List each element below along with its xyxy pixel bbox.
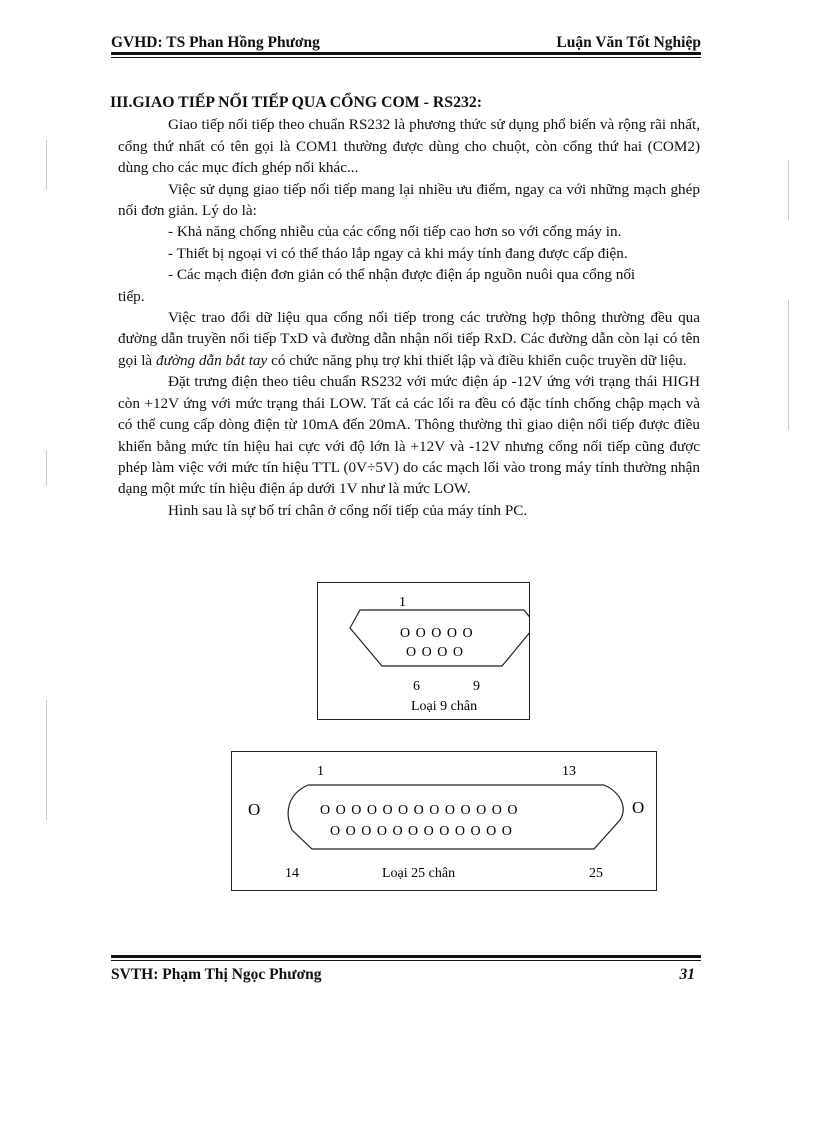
paragraph-1: Giao tiếp nối tiếp theo chuẩn RS232 là phương thức sử dụng phổ biến và rộng rãi nhất, cổng thứ nhất có tên gọi là COM1 thường được dùng cho chuột, còn cổng thứ hai (COM2) dùng cho các mục đích ghép nối khác... [118,116,700,177]
bullet-item: - Các mạch điện đơn giản có thể nhận được điện áp nguồn nuôi qua cổng nối [168,266,636,284]
section-title: III.GIAO TIẾP NỐI TIẾP QUA CỔNG COM - RS232: [110,94,483,111]
db25-pin-row-top: O O O O O O O O O O O O O [320,803,519,818]
db25-pin-row-bottom: O O O O O O O O O O O O [330,824,513,839]
scan-artifact-line [46,700,47,820]
thesis-label: Luận Văn Tốt Nghiệp [556,34,701,51]
bullet-continuation: tiếp. [118,287,145,305]
paragraph-5: Hình sau là sự bố trí chân ở cổng nối tiếp của máy tính PC. [168,501,528,519]
footer-rule-thick [111,955,701,958]
paragraph-2: Việc sử dụng giao tiếp nối tiếp mang lại nhiều ưu điểm, ngay ca với những mạch ghép nối đơn giản. Lý do là: [118,180,700,220]
bullet-item: - Khả năng chống nhiễu của các cổng nối tiếp cao hơn so với cổng máy in. [168,223,622,241]
section-body [110,92,700,521]
db25-caption: Loại 25 chân [382,866,456,881]
db9-pin-9-label: 9 [473,679,480,694]
advisor-label: GVHD: TS Phan Hồng Phương [111,34,320,51]
db9-connector-figure [317,582,530,720]
paragraph-3 [118,307,700,371]
db25-pin-13-label: 13 [562,764,576,779]
bullet-item: - Thiết bị ngoại vi có thể tháo lắp ngay cả khi máy tính đang được cấp điện. [168,244,628,262]
page-header [111,34,701,54]
student-label: SVTH: Phạm Thị Ngọc Phương [111,966,322,983]
db9-caption: Loại 9 chân [411,699,478,714]
paragraph-4: Đặt trưng điện theo tiêu chuẩn RS232 với mức điện áp -12V ứng với trạng thái HIGH còn +12V ứng với mức trạng thái LOW. Tất cả các lối ra đều có đặc tính chống chập mạch và có thể cung cấp dòng điện từ 10mA đến 20mA. Thông thường thì giao diện nối tiếp được điều khiển bằng mức tín hiệu hai cực với độ lớn là +12V và -12V nhưng cổng nối tiếp cũng được phép làm việc với mức tín hiệu TTL (0V÷5V) do các mạch lối vào trong máy tính thường nhận dạng một mức tín hiệu điện áp dưới 1V như là mức LOW. [118,373,700,498]
db25-screw-right-icon: O [632,798,645,817]
footer-rule-thin [111,960,701,961]
db25-screw-left-icon: O [248,800,261,819]
db25-connector-figure [231,751,657,891]
paragraph-3-end: có chức năng phụ trợ khi thiết lập và điều khiển cuộc truyền dữ liệu. [267,351,687,369]
paragraph-3-start: Việc trao đổi dữ liệu qua cổng nối tiếp trong các trường hợp thông thường đều qua đường dẫn truyền nối tiếp TxD và đường dẫn nhận nối tiếp RxD. Các đường dẫn còn lại có tên gọi là [118,309,700,369]
db25-pin-1-label: 1 [317,764,324,779]
db9-pin-row-top: O O O O O [400,626,474,641]
db9-pin-6-label: 6 [413,679,420,694]
header-rule-thick [111,52,701,55]
scan-artifact-line [788,300,789,430]
header-rule-thin [111,57,701,58]
db9-pin-1-label: 1 [399,595,406,610]
db25-pin-14-label: 14 [285,866,299,881]
db9-pin-row-bottom: O O O O [406,645,464,660]
page-number: 31 [679,966,695,983]
handshake-term: đường dẫn bắt tay [155,351,268,369]
scan-artifact-line [46,450,47,486]
db25-pin-25-label: 25 [589,866,603,881]
page-footer [111,966,701,988]
scan-artifact-line [46,140,47,190]
scan-artifact-line [788,160,789,220]
